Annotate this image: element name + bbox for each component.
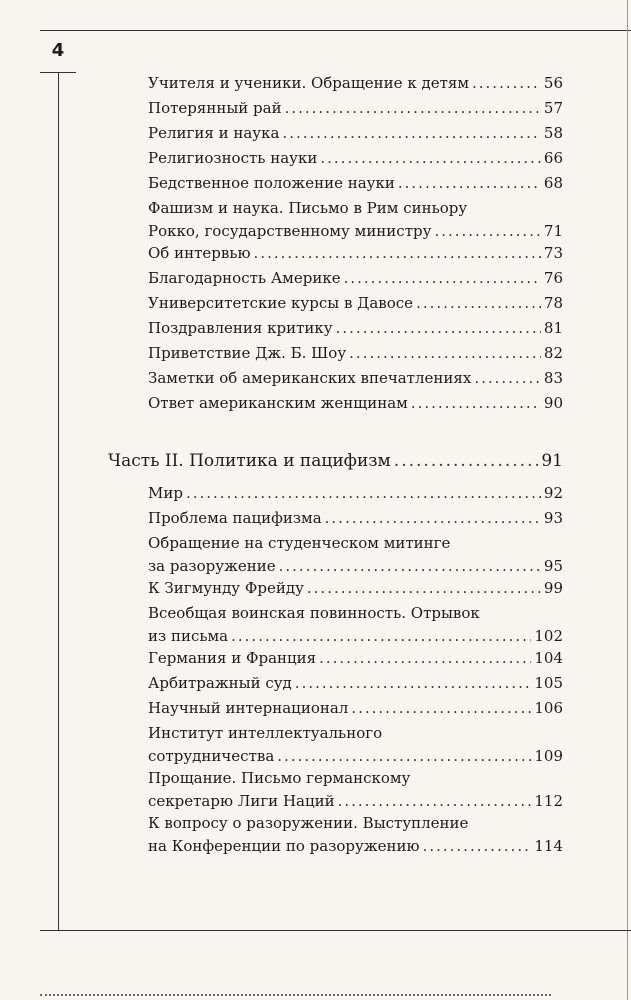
dot-leader bbox=[338, 790, 532, 813]
toc-entry bbox=[148, 147, 563, 170]
toc-page-number: 91 bbox=[541, 451, 563, 471]
dot-leader bbox=[307, 577, 541, 600]
toc-entry-title: Потерянный рай bbox=[148, 99, 282, 117]
toc-entry-title: Научный интернационал bbox=[148, 699, 349, 717]
toc-entry-title: из письма bbox=[148, 627, 229, 645]
scan-artifact-line bbox=[40, 994, 551, 996]
toc-page-number: 99 bbox=[543, 579, 563, 597]
toc-page-number: 68 bbox=[543, 174, 563, 192]
toc-entry-title: Университетские курсы в Давосе bbox=[148, 294, 414, 312]
page-number: 4 bbox=[51, 40, 65, 61]
dot-leader bbox=[231, 625, 531, 648]
toc-page-number: 92 bbox=[543, 484, 563, 502]
dot-leader bbox=[282, 122, 540, 145]
dot-leader bbox=[325, 507, 541, 530]
toc-entry bbox=[148, 507, 563, 530]
toc-page-number: 102 bbox=[534, 627, 563, 645]
frame-top-rule bbox=[40, 30, 631, 31]
toc-entry-title: Ответ американским женщинам bbox=[148, 394, 408, 412]
toc-page-number: 66 bbox=[543, 149, 563, 167]
dot-leader bbox=[344, 267, 541, 290]
toc-entry bbox=[148, 367, 563, 390]
dot-leader bbox=[351, 697, 531, 720]
toc-part-heading bbox=[108, 450, 563, 473]
toc-entry-title: Германия и Франция bbox=[148, 649, 317, 667]
toc-entry bbox=[148, 122, 563, 145]
toc-entry bbox=[148, 532, 563, 578]
toc-page-number: 76 bbox=[543, 269, 563, 287]
toc-entry bbox=[148, 697, 563, 720]
toc-page-number: 106 bbox=[534, 699, 563, 717]
toc-entry bbox=[148, 812, 563, 858]
toc-entry-title: Поздравления критику bbox=[148, 319, 333, 337]
toc-entry bbox=[148, 672, 563, 695]
dot-leader bbox=[474, 367, 541, 390]
toc-page-number: 90 bbox=[543, 394, 563, 412]
dot-leader bbox=[295, 672, 532, 695]
toc-page-number: 105 bbox=[534, 674, 563, 692]
toc-entry bbox=[148, 602, 563, 648]
toc-page-number: 71 bbox=[543, 222, 563, 240]
toc-entry bbox=[148, 292, 563, 315]
toc-entry bbox=[148, 577, 563, 600]
toc-entry bbox=[148, 72, 563, 95]
toc-entry-title: Арбитражный суд bbox=[148, 674, 292, 692]
toc-page-number: 104 bbox=[534, 649, 563, 667]
toc-page-number: 56 bbox=[543, 74, 563, 92]
toc-entry-title: на Конференции по разоружению bbox=[148, 837, 420, 855]
toc-page-number: 81 bbox=[543, 319, 563, 337]
dot-leader bbox=[434, 220, 540, 243]
frame-bottom-rule bbox=[40, 930, 631, 931]
dot-leader bbox=[349, 342, 541, 365]
toc-page-number: 78 bbox=[543, 294, 563, 312]
toc-entry-title: Прощание. Письмо германскому bbox=[148, 769, 411, 787]
toc-entry-title: Религиозность науки bbox=[148, 149, 318, 167]
dot-leader bbox=[472, 72, 541, 95]
toc-entry-title: Мир bbox=[148, 484, 183, 502]
dot-leader bbox=[411, 392, 541, 415]
toc-entry bbox=[148, 722, 563, 768]
dot-leader bbox=[285, 97, 541, 120]
toc-entry bbox=[148, 242, 563, 265]
toc-entry bbox=[148, 317, 563, 340]
toc-entry-title: Институт интеллектуального bbox=[148, 724, 383, 742]
toc-entry-title: К Зигмунду Фрейду bbox=[148, 579, 304, 597]
toc-entry-title: Проблема пацифизма bbox=[148, 509, 322, 527]
frame-right-edge bbox=[627, 0, 628, 1000]
toc-page-number: 73 bbox=[543, 244, 563, 262]
toc-entry bbox=[148, 647, 563, 670]
toc-entry-title: Всеобщая воинская повинность. Отрывок bbox=[148, 604, 480, 622]
dot-leader bbox=[277, 745, 531, 768]
toc-page-number: 58 bbox=[543, 124, 563, 142]
toc-page-number: 93 bbox=[543, 509, 563, 527]
toc-page-number: 112 bbox=[534, 792, 563, 810]
toc-entry-title: Фашизм и наука. Письмо в Рим синьору bbox=[148, 199, 468, 217]
toc-entry-title: за разоружение bbox=[148, 557, 276, 575]
page-number-underline bbox=[40, 72, 76, 73]
dot-leader bbox=[319, 647, 531, 670]
toc-entry-title: Об интервью bbox=[148, 244, 251, 262]
toc-entry-title: Благодарность Америке bbox=[148, 269, 341, 287]
toc-page-number: 114 bbox=[534, 837, 563, 855]
toc-entry-title: Часть II. Политика и пацифизм bbox=[108, 451, 391, 471]
toc-entry-title: Бедственное положение науки bbox=[148, 174, 395, 192]
toc-entry-title: Религия и наука bbox=[148, 124, 280, 142]
toc-entry bbox=[148, 197, 563, 243]
toc-entry-title: Заметки об американских впечатлениях bbox=[148, 369, 472, 387]
dot-leader bbox=[394, 450, 539, 473]
toc-entry bbox=[148, 342, 563, 365]
dot-leader bbox=[254, 242, 541, 265]
toc-entry bbox=[148, 267, 563, 290]
dot-leader bbox=[416, 292, 541, 315]
dot-leader bbox=[279, 555, 541, 578]
toc-page-number: 83 bbox=[543, 369, 563, 387]
toc-entry bbox=[148, 97, 563, 120]
toc-page-number: 57 bbox=[543, 99, 563, 117]
toc-entry bbox=[148, 482, 563, 505]
dot-leader bbox=[336, 317, 541, 340]
toc-page-number: 82 bbox=[543, 344, 563, 362]
toc-entry-title: Обращение на студенческом митинге bbox=[148, 534, 451, 552]
toc-entry bbox=[148, 172, 563, 195]
toc-entry-title: Рокко, государственному министру bbox=[148, 222, 432, 240]
frame-corner-tick bbox=[40, 30, 76, 31]
toc-entry-title: секретарю Лиги Наций bbox=[148, 792, 335, 810]
toc-entry-title: Приветствие Дж. Б. Шоу bbox=[148, 344, 347, 362]
dot-leader bbox=[398, 172, 541, 195]
toc-entry bbox=[148, 392, 563, 415]
frame-left-rule bbox=[58, 72, 59, 930]
toc-entry bbox=[148, 767, 563, 813]
toc-page-number: 109 bbox=[534, 747, 563, 765]
toc-entry-title: К вопросу о разоружении. Выступление bbox=[148, 814, 469, 832]
dot-leader bbox=[320, 147, 541, 170]
dot-leader bbox=[423, 835, 532, 858]
toc-entry-title: Учителя и ученики. Обращение к детям bbox=[148, 74, 469, 92]
dot-leader bbox=[186, 482, 541, 505]
toc-entry-title: сотрудничества bbox=[148, 747, 275, 765]
toc-page-number: 95 bbox=[543, 557, 563, 575]
